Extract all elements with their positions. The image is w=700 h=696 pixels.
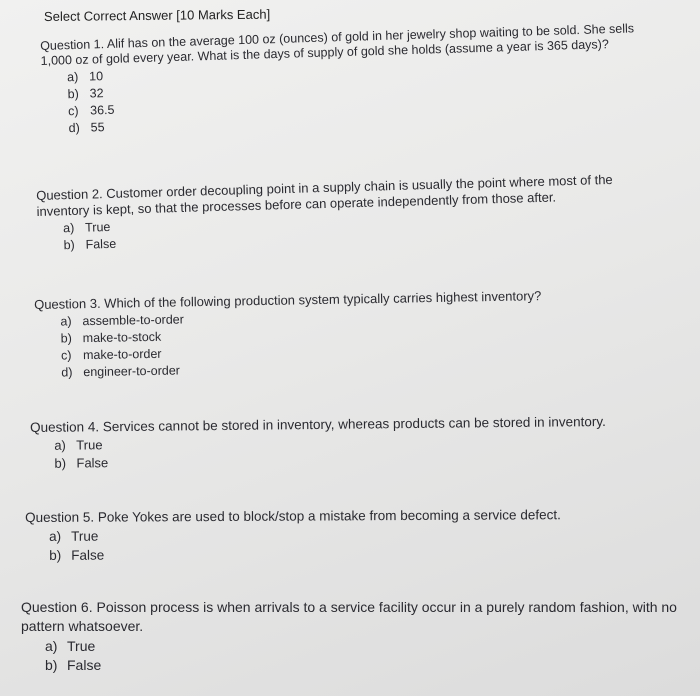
question-5 (25, 507, 645, 565)
option-text: True (71, 528, 99, 544)
option-text: assemble-to-order (82, 312, 184, 329)
option-letter: d) (68, 120, 80, 136)
question-5-text: Question 5. Poke Yokes are used to block/stop a mistake from becoming a service defect. (25, 507, 561, 525)
option-letter: a) (54, 437, 66, 453)
option-letter: c) (67, 103, 79, 119)
option-text: 36.5 (89, 102, 115, 118)
option-letter: b) (63, 237, 75, 253)
question-1 (40, 21, 653, 138)
option-letter: b) (45, 657, 58, 673)
option-letter: c) (60, 348, 72, 363)
option-text: False (67, 657, 102, 673)
option-letter: b) (49, 547, 62, 563)
option-text: False (85, 236, 117, 252)
question-1-text: Question 1. Alif has on the average 100 oz (ounces) of gold in her jewelry shop waiting to be sold. She sells 1,000 oz of gold every year. What is the days of supply of gold she holds (assume a year is 365 days)? (40, 21, 635, 68)
option-letter: a) (66, 69, 79, 85)
question-6-options (45, 637, 681, 675)
question-4-text: Question 4. Services cannot be stored in inventory, whereas products can be stored in inventory. (30, 413, 606, 435)
option-text: 10 (88, 69, 104, 84)
question-3 (34, 287, 595, 382)
question-6-option-b (45, 656, 681, 675)
option-letter: b) (67, 86, 79, 102)
question-2 (36, 171, 648, 255)
question-4 (30, 414, 651, 473)
question-6-option-a (45, 637, 681, 656)
option-letter: a) (60, 314, 72, 329)
question-3-options (60, 304, 595, 381)
option-text: make-to-stock (82, 329, 162, 346)
option-letter: b) (60, 331, 72, 346)
option-letter: d) (61, 365, 73, 380)
option-text: engineer-to-order (83, 363, 181, 380)
option-text: 55 (90, 120, 105, 135)
question-5-option-b (49, 543, 645, 565)
option-text: False (71, 547, 105, 563)
option-text: True (76, 437, 103, 453)
option-text: True (67, 638, 96, 654)
option-letter: a) (49, 528, 62, 544)
question-6 (21, 598, 681, 675)
question-4-options (54, 431, 650, 473)
sheet-heading: Select Correct Answer [10 Marks Each] (43, 6, 271, 24)
option-text: make-to-order (82, 346, 162, 363)
question-3-text: Question 3. Which of the following production system typically carries highest inventory? (34, 288, 542, 312)
question-6-text: Question 6. Poisson process is when arrivals to a service facility occur in a purely random fashion, with no pattern whatsoever. (21, 599, 677, 634)
option-text: False (76, 455, 109, 471)
option-letter: a) (62, 220, 75, 236)
option-letter: a) (45, 638, 58, 654)
option-text: True (84, 219, 111, 235)
question-2-text: Question 2. Customer order decoupling point in a supply chain is usually the point where most of the inventory is kept, so that the processes before can operate independently from those after. (36, 171, 613, 219)
option-letter: b) (54, 455, 67, 471)
question-5-options (49, 524, 645, 565)
option-text: 32 (89, 86, 104, 101)
